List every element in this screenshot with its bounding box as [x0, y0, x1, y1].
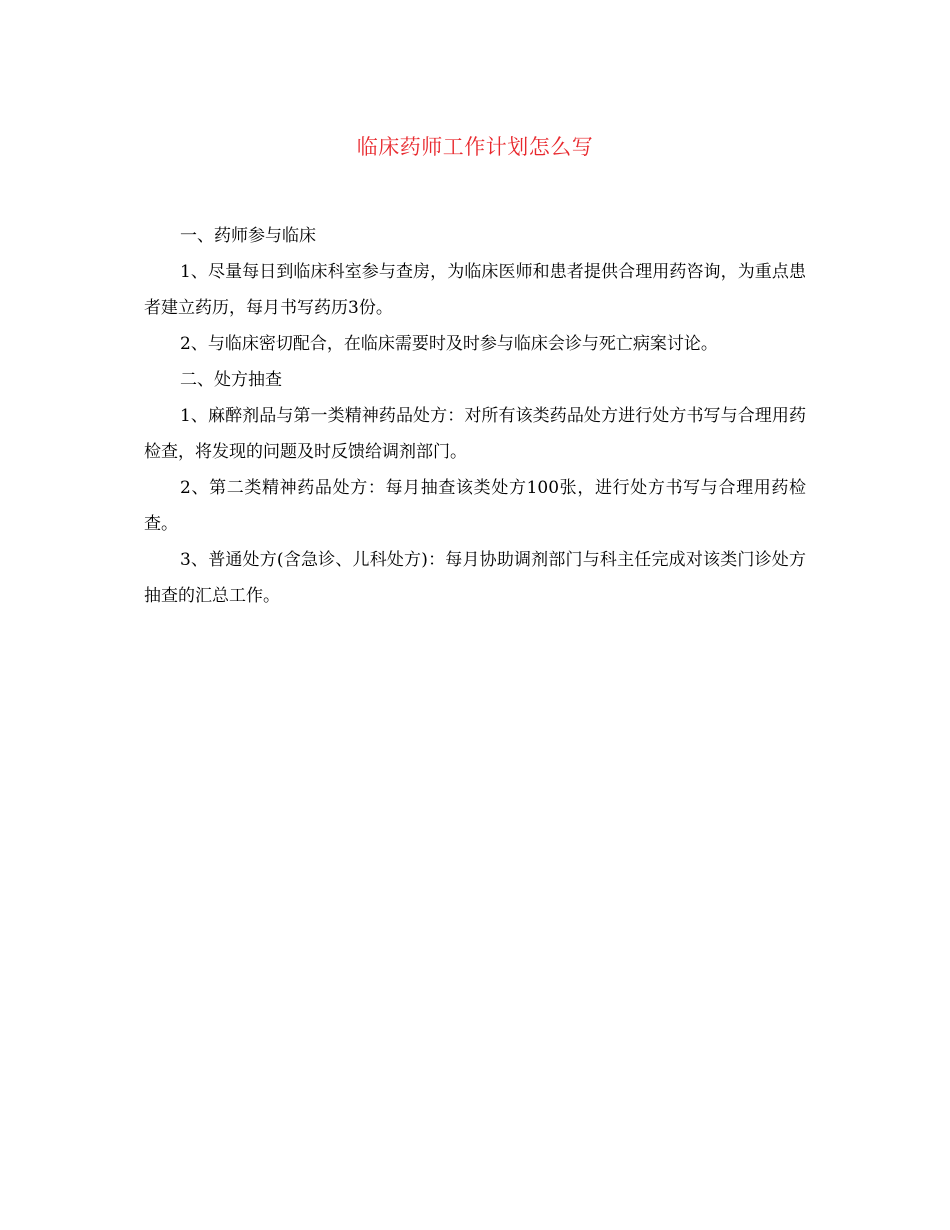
document-title: 临床药师工作计划怎么写	[356, 135, 594, 159]
document-body	[144, 218, 806, 614]
paragraph-1-1: 1、尽量每日到临床科室参与查房，为临床医师和患者提供合理用药咨询，为重点患者建立药历，每月书写药历3份。	[144, 262, 806, 318]
section-heading-2: 二、处方抽查	[180, 370, 282, 390]
paragraph-2-2: 2、第二类精神药品处方：每月抽查该类处方100张，进行处方书写与合理用药检查。	[144, 478, 806, 534]
paragraph-2-3: 3、普通处方(含急诊、儿科处方)：每月协助调剂部门与科主任完成对该类门诊处方抽查的汇总工作。	[144, 550, 806, 606]
section-heading-1: 一、药师参与临床	[180, 226, 316, 246]
paragraph-1-2: 2、与临床密切配合，在临床需要时及时参与临床会诊与死亡病案讨论。	[180, 334, 718, 354]
paragraph-2-1: 1、麻醉剂品与第一类精神药品处方：对所有该类药品处方进行处方书写与合理用药检查，将发现的问题及时反馈给调剂部门。	[144, 406, 806, 462]
